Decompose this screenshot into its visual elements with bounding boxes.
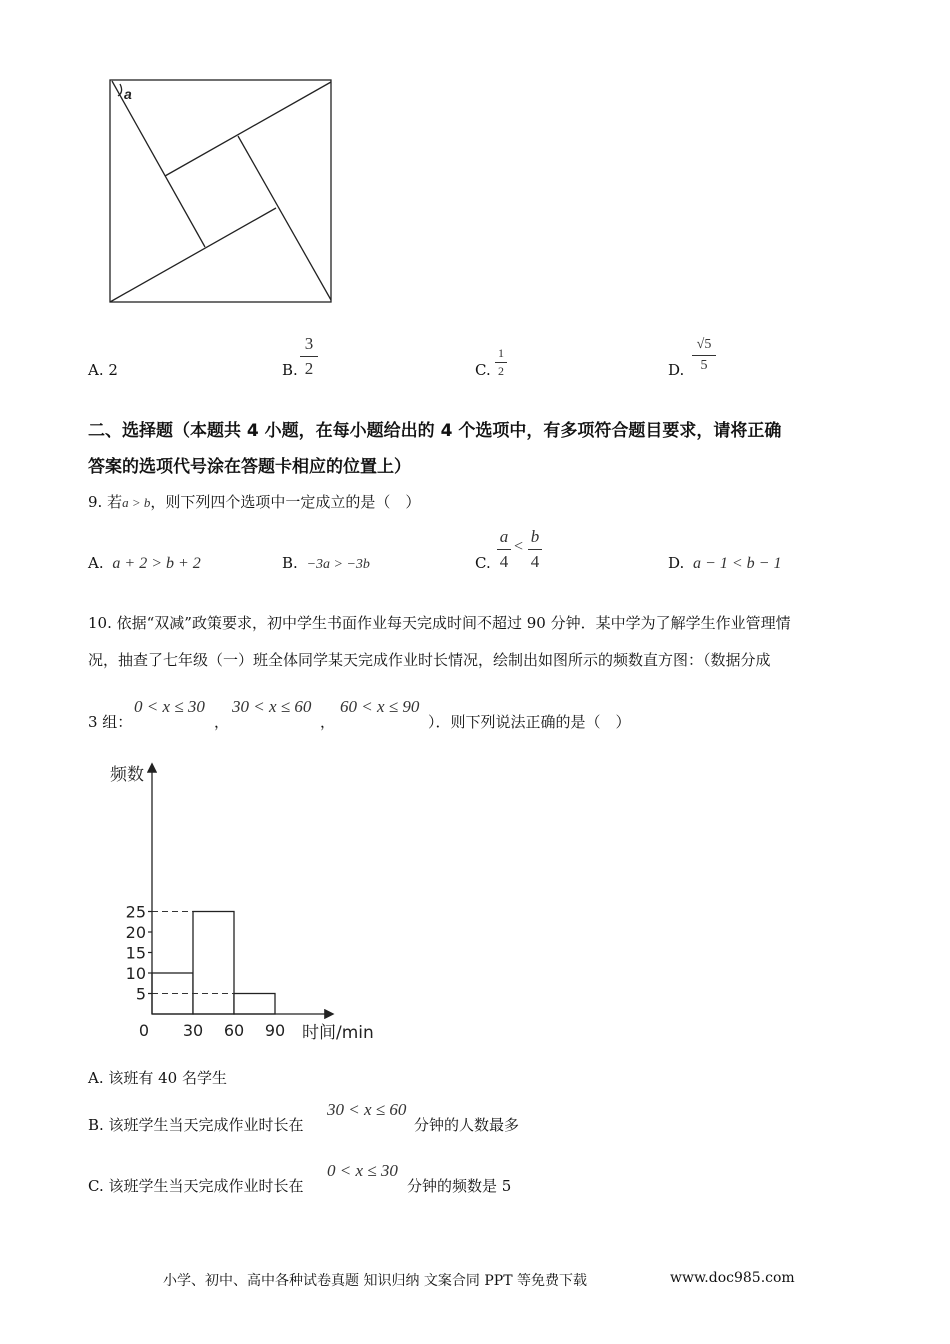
q10-stem-line3-suffix: ）．则下列说法正确的是（ ） [428, 713, 631, 731]
q9-option-c-frac-a: a 4 [497, 527, 511, 572]
section-heading-line1: 二、选择题（本题共 4 小题，在每小题给出的 4 个选项中，有多项符合题目要求，请将正确 [88, 421, 782, 441]
q10-group2: 30 < x ≤ 60 [232, 697, 312, 716]
angle-label: a [124, 86, 132, 102]
histogram-bar [193, 912, 234, 1015]
q8-option-d[interactable]: D. [668, 361, 685, 379]
q8-option-c-fraction: 1 2 [495, 346, 507, 379]
q10-option-c-suffix: 分钟的频数是 5 [407, 1177, 512, 1195]
x-axis-label: 时间/min [302, 1023, 374, 1043]
q8-option-d-fraction: √5 5 [692, 337, 716, 374]
y-tick-label: 5 [135, 984, 146, 1004]
x-tick-label: 90 [264, 1021, 286, 1040]
q10-comma2: ， [320, 713, 336, 731]
q10-option-a[interactable]: A. 该班有 40 名学生 [88, 1069, 227, 1087]
q10-option-b-math: 30 < x ≤ 60 [327, 1100, 407, 1119]
q10-option-c-math: 0 < x ≤ 30 [327, 1161, 398, 1180]
y-axis-label: 频数 [110, 765, 144, 785]
x-tick-label: 0 [138, 1021, 150, 1040]
y-tick-label: 10 [125, 964, 146, 983]
footer-link[interactable]: www.doc985.com [670, 1270, 795, 1286]
q10-stem-line3: 3 组： [88, 713, 133, 731]
q10-group3: 60 < x ≤ 90 [340, 697, 420, 716]
x-tick-label: 60 [223, 1021, 245, 1040]
q8-option-b-fraction: 3 2 [300, 334, 318, 379]
square-figure [100, 72, 340, 312]
q9-option-b[interactable]: B. −3a > −3b [282, 554, 370, 572]
y-tick-label: 20 [125, 923, 146, 942]
histogram-bar [234, 994, 275, 1015]
section-heading-line2: 答案的选项代号涂在答题卡相应的位置上） [88, 457, 411, 477]
triangle-line [238, 136, 331, 300]
footer-text: 小学、初中、高中各种试卷真题 知识归纳 文案合同 PPT 等免费下载 [163, 1273, 587, 1289]
outer-square [110, 80, 331, 302]
q10-comma1: ， [214, 713, 230, 731]
triangle-line [112, 81, 205, 247]
q10-option-b-suffix: 分钟的人数最多 [414, 1116, 520, 1134]
q9-option-c-op: < [514, 538, 524, 555]
q9-option-d[interactable]: D. a − 1 < b − 1 [668, 554, 782, 572]
q9-option-c[interactable]: C. [475, 554, 491, 572]
triangle-line [110, 208, 276, 302]
y-tick-label: 15 [125, 943, 146, 963]
histogram-chart [100, 755, 390, 1055]
q8-option-c[interactable]: C. [475, 361, 491, 379]
q8-option-a[interactable]: A. 2 [88, 361, 118, 379]
q9-option-c-frac-b: b 4 [528, 527, 542, 572]
q9-option-a[interactable]: A. a + 2 > b + 2 [88, 554, 201, 572]
q10-stem-line1: 10. 依据“双减”政策要求，初中学生书面作业每天完成时间不超过 90 分钟．某中学为了解学生作业管理情 [88, 614, 791, 632]
q8-option-b[interactable]: B. [282, 361, 298, 379]
angle-arc [118, 84, 122, 96]
q10-option-c[interactable]: C. 该班学生当天完成作业时长在 [88, 1177, 304, 1195]
x-tick-label: 30 [182, 1021, 204, 1040]
q9-stem: 9. 若a > b，则下列四个选项中一定成立的是（ ） [88, 493, 421, 511]
triangle-line [165, 82, 331, 176]
q10-group1: 0 < x ≤ 30 [134, 697, 205, 716]
q10-stem-line2: 况，抽查了七年级（一）班全体同学某天完成作业时长情况，绘制出如图所示的频数直方图：（数据分成 [88, 651, 771, 669]
q10-option-b[interactable]: B. 该班学生当天完成作业时长在 [88, 1116, 304, 1134]
y-tick-label: 25 [125, 902, 146, 922]
